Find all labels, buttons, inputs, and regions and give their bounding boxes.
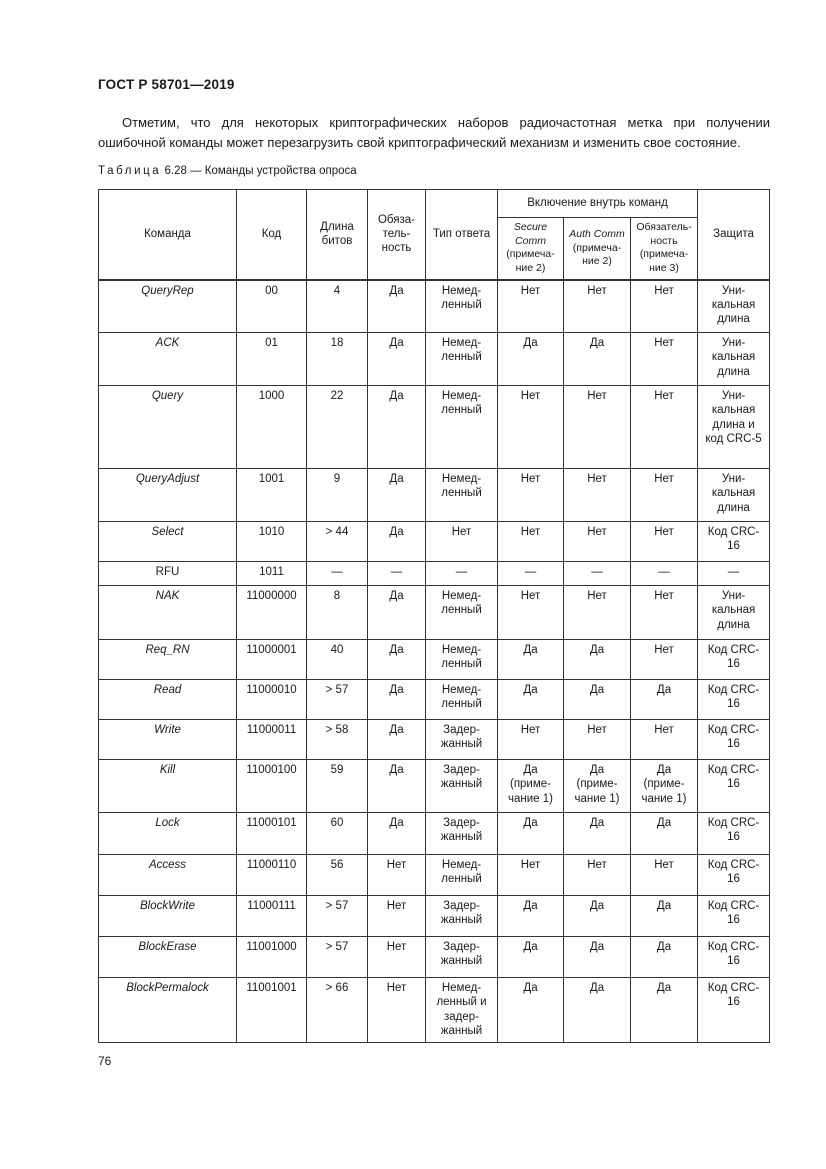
cell-protection: Код CRC-16 [698, 760, 770, 813]
cell-response: Задер- жанный [426, 760, 498, 813]
table-row [99, 640, 770, 680]
cell-mand2: Да [631, 680, 698, 720]
cell-length: 18 [307, 333, 368, 386]
cell-response: Немед- ленный [426, 333, 498, 386]
cell-code: 11000010 [237, 680, 307, 720]
cell-secure: Да [498, 978, 564, 1043]
cell-length: 4 [307, 280, 368, 333]
cell-mand2: Да [631, 978, 698, 1043]
cell-auth: Да [564, 937, 631, 978]
cell-protection: Код CRC-16 [698, 896, 770, 937]
cell-protection: Уни- кальная длина [698, 280, 770, 333]
cell-secure: Нет [498, 469, 564, 522]
cell-auth: Нет [564, 586, 631, 640]
cell-mandatory: Нет [368, 855, 426, 896]
cell-command: QueryRep [99, 280, 237, 333]
cell-code: 1001 [237, 469, 307, 522]
cell-length: > 66 [307, 978, 368, 1043]
cell-response: Задер- жанный [426, 937, 498, 978]
cell-auth: Да [564, 680, 631, 720]
cell-protection: Код CRC-16 [698, 855, 770, 896]
cell-code: 00 [237, 280, 307, 333]
cell-command: BlockErase [99, 937, 237, 978]
cell-response: Немед- ленный и задер- жанный [426, 978, 498, 1043]
cell-mandatory: Нет [368, 937, 426, 978]
cell-auth: Да [564, 333, 631, 386]
cell-auth: Нет [564, 522, 631, 562]
table-body [99, 280, 770, 1043]
cell-secure: Да (приме- чание 1) [498, 760, 564, 813]
cell-mand2: Нет [631, 469, 698, 522]
cell-auth: Нет [564, 720, 631, 760]
cell-mandatory: Да [368, 680, 426, 720]
cell-secure: — [498, 562, 564, 586]
cell-secure: Да [498, 896, 564, 937]
cell-code: 1000 [237, 386, 307, 469]
table-caption [98, 165, 357, 177]
cell-length: — [307, 562, 368, 586]
cell-command: Access [99, 855, 237, 896]
cell-command: Lock [99, 813, 237, 855]
cell-protection: Код CRC-16 [698, 640, 770, 680]
cell-response: Задер- жанный [426, 896, 498, 937]
cell-auth: Нет [564, 280, 631, 333]
cell-response: Немед- ленный [426, 680, 498, 720]
cell-command: Read [99, 680, 237, 720]
cell-length: 22 [307, 386, 368, 469]
cell-command: ACK [99, 333, 237, 386]
cell-auth: Да [564, 640, 631, 680]
cell-auth: Нет [564, 386, 631, 469]
cell-code: 11001001 [237, 978, 307, 1043]
cell-protection: Уни- кальная длина [698, 469, 770, 522]
table-caption-word: Таблица [98, 165, 162, 177]
cell-command: RFU [99, 562, 237, 586]
cell-response: — [426, 562, 498, 586]
cell-auth: Нет [564, 469, 631, 522]
cell-response: Немед- ленный [426, 469, 498, 522]
cell-mand2: Да [631, 896, 698, 937]
cell-mand2: Нет [631, 855, 698, 896]
cell-mand2: Нет [631, 640, 698, 680]
document-header: ГОСТ Р 58701—2019 [98, 77, 235, 92]
header-response-type: Тип ответа [426, 190, 498, 280]
cell-secure: Нет [498, 386, 564, 469]
header-secure-comm [498, 218, 564, 280]
page-number: 76 [98, 1054, 112, 1068]
cell-length: 40 [307, 640, 368, 680]
cell-mandatory: Да [368, 760, 426, 813]
cell-secure: Да [498, 680, 564, 720]
cell-code: 11000001 [237, 640, 307, 680]
cell-code: 11000110 [237, 855, 307, 896]
cell-command: Query [99, 386, 237, 469]
cell-length: 56 [307, 855, 368, 896]
cell-command: BlockPermalock [99, 978, 237, 1043]
cell-mand2: Нет [631, 522, 698, 562]
cell-code: 11000101 [237, 813, 307, 855]
cell-response: Задер- жанный [426, 720, 498, 760]
cell-code: 11000100 [237, 760, 307, 813]
header-command: Команда [99, 190, 237, 280]
table-row [99, 896, 770, 937]
cell-command: Kill [99, 760, 237, 813]
cell-code: 11000111 [237, 896, 307, 937]
header-protection: Защита [698, 190, 770, 280]
cell-secure: Да [498, 333, 564, 386]
cell-protection: Уни- кальная длина [698, 333, 770, 386]
secure-comm-name: Secure Comm [513, 221, 548, 247]
cell-response: Нет [426, 522, 498, 562]
table-row [99, 280, 770, 333]
cell-command: QueryAdjust [99, 469, 237, 522]
cell-mand2: Да (приме- чание 1) [631, 760, 698, 813]
cell-response: Немед- ленный [426, 386, 498, 469]
auth-comm-name: Auth Comm [569, 228, 625, 240]
cell-protection: Уни- кальная длина [698, 586, 770, 640]
cell-mandatory: Да [368, 280, 426, 333]
header-group-inclusion: Включение внутрь команд [498, 190, 698, 218]
cell-length: 60 [307, 813, 368, 855]
header-auth-comm [564, 218, 631, 280]
cell-response: Немед- ленный [426, 640, 498, 680]
cell-secure: Да [498, 640, 564, 680]
cell-response: Немед- ленный [426, 586, 498, 640]
cell-mandatory: Да [368, 586, 426, 640]
table-row [99, 760, 770, 813]
cell-auth: Нет [564, 855, 631, 896]
table-row [99, 586, 770, 640]
cell-mand2: Да [631, 937, 698, 978]
cell-protection: Код CRC-16 [698, 680, 770, 720]
table-row [99, 333, 770, 386]
cell-mand2: — [631, 562, 698, 586]
cell-secure: Нет [498, 586, 564, 640]
cell-mand2: Нет [631, 333, 698, 386]
cell-response: Немед- ленный [426, 855, 498, 896]
cell-protection: Код CRC-16 [698, 813, 770, 855]
cell-mand2: Нет [631, 720, 698, 760]
cell-protection: — [698, 562, 770, 586]
cell-mand2: Нет [631, 386, 698, 469]
cell-command: NAK [99, 586, 237, 640]
table-row [99, 680, 770, 720]
cell-code: 11000011 [237, 720, 307, 760]
cell-length: > 57 [307, 680, 368, 720]
cell-code: 11000000 [237, 586, 307, 640]
cell-length: > 57 [307, 896, 368, 937]
cell-length: > 57 [307, 937, 368, 978]
cell-command: Write [99, 720, 237, 760]
table-row [99, 386, 770, 469]
table-caption-text: 6.28 — Команды устройства опроса [164, 165, 357, 177]
cell-mand2: Нет [631, 280, 698, 333]
cell-secure: Нет [498, 280, 564, 333]
cell-auth: — [564, 562, 631, 586]
intro-paragraph: Отметим, что для некоторых криптографических наборов радиочастотная метка при получении ошибочной команды может перезагрузить свой криптографический механизм и изменить свое состояние. [98, 115, 770, 150]
cell-secure: Нет [498, 855, 564, 896]
table-row [99, 978, 770, 1043]
cell-mandatory: Да [368, 522, 426, 562]
cell-protection: Уни- кальная длина и код CRC-5 [698, 386, 770, 469]
cell-code: 11001000 [237, 937, 307, 978]
table-row [99, 469, 770, 522]
table-row [99, 562, 770, 586]
cell-auth: Да (приме- чание 1) [564, 760, 631, 813]
cell-secure: Нет [498, 720, 564, 760]
cell-length: > 58 [307, 720, 368, 760]
table-row [99, 937, 770, 978]
cell-auth: Да [564, 896, 631, 937]
cell-auth: Да [564, 978, 631, 1043]
header-code: Код [237, 190, 307, 280]
cell-mand2: Нет [631, 586, 698, 640]
header-mandatory: Обяза- тель- ность [368, 190, 426, 280]
cell-mandatory: Да [368, 720, 426, 760]
cell-command: Select [99, 522, 237, 562]
cell-length: 9 [307, 469, 368, 522]
auth-comm-note: (примеча- ние 2) [572, 241, 622, 267]
cell-command: Req_RN [99, 640, 237, 680]
cell-mandatory: Да [368, 640, 426, 680]
cell-mandatory: Нет [368, 896, 426, 937]
table-row [99, 813, 770, 855]
cell-length: > 44 [307, 522, 368, 562]
header-length: Длина битов [307, 190, 368, 280]
cell-code: 1010 [237, 522, 307, 562]
cell-mandatory: Да [368, 469, 426, 522]
cell-secure: Да [498, 813, 564, 855]
cell-length: 8 [307, 586, 368, 640]
cell-code: 1011 [237, 562, 307, 586]
cell-mandatory: Да [368, 333, 426, 386]
cell-length: 59 [307, 760, 368, 813]
cell-protection: Код CRC-16 [698, 937, 770, 978]
cell-mandatory: Да [368, 813, 426, 855]
commands-table [98, 189, 770, 1043]
cell-response: Немед- ленный [426, 280, 498, 333]
cell-mandatory: Да [368, 386, 426, 469]
cell-protection: Код CRC-16 [698, 720, 770, 760]
table-row [99, 720, 770, 760]
cell-auth: Да [564, 813, 631, 855]
cell-mandatory: Нет [368, 978, 426, 1043]
table-row [99, 522, 770, 562]
cell-protection: Код CRC-16 [698, 522, 770, 562]
cell-secure: Да [498, 937, 564, 978]
cell-secure: Нет [498, 522, 564, 562]
cell-mandatory: — [368, 562, 426, 586]
secure-comm-note: (примеча- ние 2) [506, 248, 555, 274]
cell-response: Задер- жанный [426, 813, 498, 855]
table-row [99, 855, 770, 896]
cell-command: BlockWrite [99, 896, 237, 937]
cell-mand2: Да [631, 813, 698, 855]
cell-protection: Код CRC-16 [698, 978, 770, 1043]
header-mandatory-note: Обязатель- ность (примеча- ние 3) [631, 218, 698, 280]
cell-code: 01 [237, 333, 307, 386]
